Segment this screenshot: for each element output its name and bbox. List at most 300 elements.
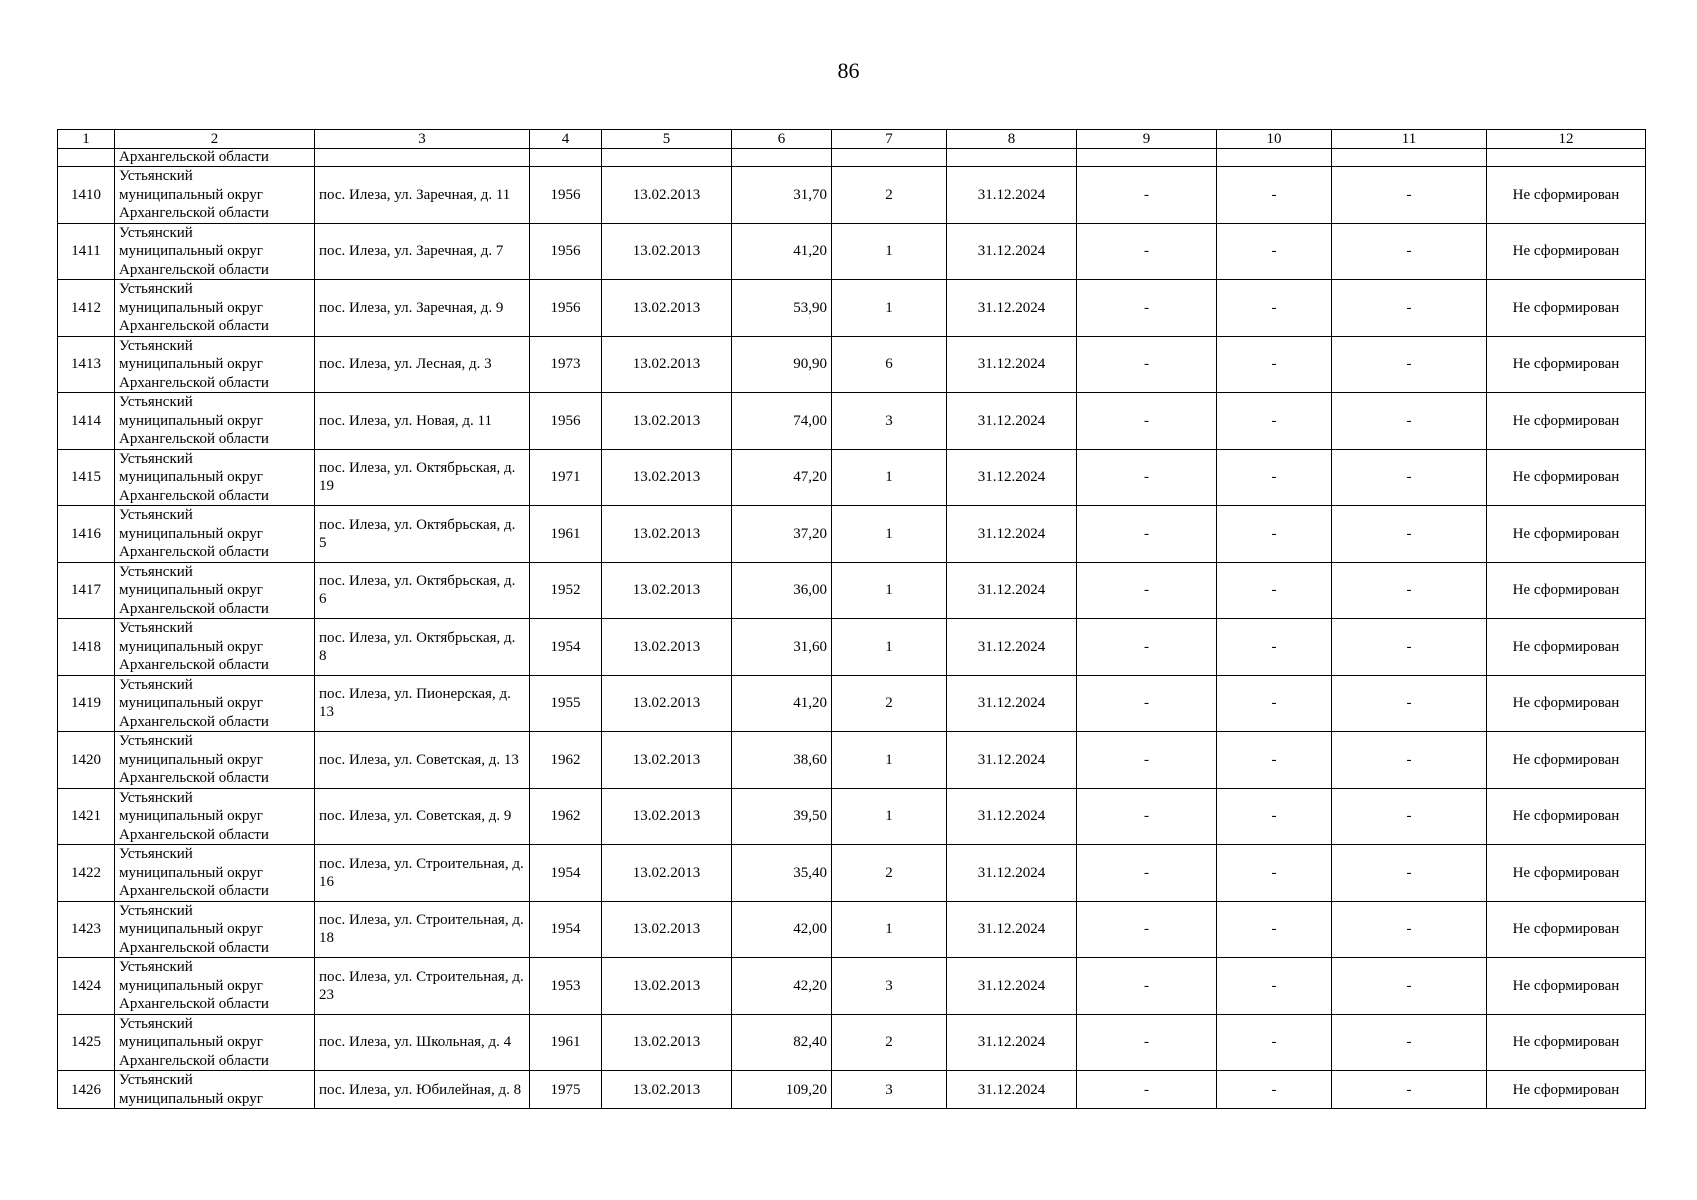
column-number-5: 5 xyxy=(602,130,732,149)
continuation-district-cell: Архангельской области xyxy=(115,149,315,167)
continuation-cell-6 xyxy=(732,149,832,167)
district-line: Архангельской области xyxy=(119,1052,269,1069)
table-row xyxy=(58,845,1646,902)
area-cell: 41,20 xyxy=(732,675,832,732)
year-cell: 1973 xyxy=(530,336,602,393)
column-10-cell: - xyxy=(1217,167,1332,224)
address-cell: пос. Илеза, ул. Заречная, д. 7 xyxy=(315,223,530,280)
row-number-cell: 1410 xyxy=(58,167,115,224)
year-cell: 1962 xyxy=(530,732,602,789)
continuation-cell-1 xyxy=(58,149,115,167)
column-11-cell: - xyxy=(1332,223,1487,280)
status-cell: Не сформирован xyxy=(1487,1071,1646,1109)
count-cell: 6 xyxy=(832,336,947,393)
status-cell: Не сформирован xyxy=(1487,223,1646,280)
date-cell: 13.02.2013 xyxy=(602,732,732,789)
district-line: Архангельской области xyxy=(119,883,269,899)
status-cell: Не сформирован xyxy=(1487,393,1646,450)
address-cell: пос. Илеза, ул. Строительная, д. 16 xyxy=(315,845,530,902)
district-line: муниципальный округ xyxy=(119,864,263,881)
district-cell xyxy=(115,1014,315,1071)
count-cell: 1 xyxy=(832,732,947,789)
column-11-cell: - xyxy=(1332,1014,1487,1071)
row-number-cell: 1412 xyxy=(58,280,115,337)
table-row xyxy=(58,675,1646,732)
column-10-cell: - xyxy=(1217,449,1332,506)
row-number-cell: 1422 xyxy=(58,845,115,902)
row-number-cell: 1426 xyxy=(58,1071,115,1109)
column-10-cell: - xyxy=(1217,619,1332,676)
status-cell: Не сформирован xyxy=(1487,619,1646,676)
year-cell: 1952 xyxy=(530,562,602,619)
status-cell: Не сформирован xyxy=(1487,845,1646,902)
address-cell: пос. Илеза, ул. Заречная, д. 9 xyxy=(315,280,530,337)
count-cell: 3 xyxy=(832,1071,947,1109)
row-number-cell: 1423 xyxy=(58,901,115,958)
district-line: муниципальный округ xyxy=(119,808,263,824)
district-cell xyxy=(115,449,315,506)
table-row xyxy=(58,958,1646,1015)
date-cell: 13.02.2013 xyxy=(602,449,732,506)
count-cell: 2 xyxy=(832,675,947,732)
column-number-8: 8 xyxy=(947,130,1077,149)
district-line: муниципальный округ xyxy=(119,525,263,542)
year-cell: 1961 xyxy=(530,506,602,563)
date-cell: 13.02.2013 xyxy=(602,1014,732,1071)
address-cell: пос. Илеза, ул. Лесная, д. 3 xyxy=(315,336,530,393)
row-number-cell: 1413 xyxy=(58,336,115,393)
address-cell: пос. Илеза, ул. Школьная, д. 4 xyxy=(315,1014,530,1071)
area-cell: 37,20 xyxy=(732,506,832,563)
column-9-cell: - xyxy=(1077,845,1217,902)
column-11-cell: - xyxy=(1332,901,1487,958)
area-cell: 31,60 xyxy=(732,619,832,676)
status-cell: Не сформирован xyxy=(1487,336,1646,393)
address-cell: пос. Илеза, ул. Новая, д. 11 xyxy=(315,393,530,450)
year-cell: 1954 xyxy=(530,619,602,676)
address-cell: пос. Илеза, ул. Советская, д. 13 xyxy=(315,732,530,789)
column-number-7: 7 xyxy=(832,130,947,149)
date-cell: 13.02.2013 xyxy=(602,336,732,393)
district-line: Архангельской области xyxy=(119,487,269,504)
column-number-4: 4 xyxy=(530,130,602,149)
district-cell xyxy=(115,732,315,789)
column-9-cell: - xyxy=(1077,1071,1217,1109)
deadline-cell: 31.12.2024 xyxy=(947,901,1077,958)
year-cell: 1953 xyxy=(530,958,602,1015)
continuation-cell-3 xyxy=(315,149,530,167)
column-number-2: 2 xyxy=(115,130,315,149)
district-line: Архангельской области xyxy=(119,544,269,560)
column-10-cell: - xyxy=(1217,562,1332,619)
count-cell: 1 xyxy=(832,280,947,337)
district-line: муниципальный округ xyxy=(119,582,263,598)
column-9-cell: - xyxy=(1077,675,1217,732)
count-cell: 1 xyxy=(832,449,947,506)
district-line: Устьянский xyxy=(119,281,193,297)
area-cell: 38,60 xyxy=(732,732,832,789)
address-cell: пос. Илеза, ул. Советская, д. 9 xyxy=(315,788,530,845)
district-line: Архангельской области xyxy=(119,657,269,673)
continuation-cell-9 xyxy=(1077,149,1217,167)
column-11-cell: - xyxy=(1332,732,1487,789)
column-9-cell: - xyxy=(1077,1014,1217,1071)
deadline-cell: 31.12.2024 xyxy=(947,562,1077,619)
column-9-cell: - xyxy=(1077,788,1217,845)
column-9-cell: - xyxy=(1077,562,1217,619)
row-number-cell: 1419 xyxy=(58,675,115,732)
area-cell: 36,00 xyxy=(732,562,832,619)
column-11-cell: - xyxy=(1332,280,1487,337)
status-cell: Не сформирован xyxy=(1487,675,1646,732)
year-cell: 1956 xyxy=(530,280,602,337)
deadline-cell: 31.12.2024 xyxy=(947,619,1077,676)
count-cell: 1 xyxy=(832,506,947,563)
district-line: муниципальный округ xyxy=(119,977,263,994)
column-10-cell: - xyxy=(1217,788,1332,845)
deadline-cell: 31.12.2024 xyxy=(947,732,1077,789)
row-number-cell: 1420 xyxy=(58,732,115,789)
table-row xyxy=(58,788,1646,845)
district-line: муниципальный округ xyxy=(119,1034,263,1050)
count-cell: 1 xyxy=(832,901,947,958)
year-cell: 1956 xyxy=(530,223,602,280)
count-cell: 3 xyxy=(832,958,947,1015)
district-line: Устьянский xyxy=(119,733,193,749)
continuation-cell-12 xyxy=(1487,149,1646,167)
year-cell: 1955 xyxy=(530,675,602,732)
address-cell: пос. Илеза, ул. Октябрьская, д. 19 xyxy=(315,449,530,506)
column-10-cell: - xyxy=(1217,1071,1332,1109)
table-row xyxy=(58,1014,1646,1071)
date-cell: 13.02.2013 xyxy=(602,619,732,676)
district-line: Архангельской области xyxy=(119,374,269,391)
column-10-cell: - xyxy=(1217,336,1332,393)
area-cell: 47,20 xyxy=(732,449,832,506)
date-cell: 13.02.2013 xyxy=(602,167,732,224)
deadline-cell: 31.12.2024 xyxy=(947,1071,1077,1109)
count-cell: 1 xyxy=(832,619,947,676)
column-10-cell: - xyxy=(1217,845,1332,902)
status-cell: Не сформирован xyxy=(1487,1014,1646,1071)
district-line: Архангельской области xyxy=(119,261,269,278)
column-9-cell: - xyxy=(1077,506,1217,563)
district-line: Устьянский xyxy=(119,507,193,523)
row-number-cell: 1415 xyxy=(58,449,115,506)
table-row xyxy=(58,223,1646,280)
column-11-cell: - xyxy=(1332,845,1487,902)
count-cell: 2 xyxy=(832,167,947,224)
column-9-cell: - xyxy=(1077,619,1217,676)
column-9-cell: - xyxy=(1077,393,1217,450)
count-cell: 2 xyxy=(832,1014,947,1071)
date-cell: 13.02.2013 xyxy=(602,223,732,280)
date-cell: 13.02.2013 xyxy=(602,280,732,337)
area-cell: 82,40 xyxy=(732,1014,832,1071)
column-11-cell: - xyxy=(1332,675,1487,732)
year-cell: 1954 xyxy=(530,845,602,902)
column-10-cell: - xyxy=(1217,675,1332,732)
status-cell: Не сформирован xyxy=(1487,788,1646,845)
table-row xyxy=(58,1071,1646,1109)
continuation-cell-11 xyxy=(1332,149,1487,167)
district-line: муниципальный округ xyxy=(119,695,263,711)
deadline-cell: 31.12.2024 xyxy=(947,393,1077,450)
district-cell xyxy=(115,675,315,732)
district-line: Архангельской области xyxy=(119,713,269,730)
column-number-header xyxy=(58,130,1646,149)
continuation-cell-4 xyxy=(530,149,602,167)
column-number-1: 1 xyxy=(58,130,115,149)
address-cell: пос. Илеза, ул. Строительная, д. 23 xyxy=(315,958,530,1015)
address-cell: пос. Илеза, ул. Юбилейная, д. 8 xyxy=(315,1071,530,1109)
continuation-cell-7 xyxy=(832,149,947,167)
date-cell: 13.02.2013 xyxy=(602,562,732,619)
continuation-row xyxy=(58,149,1646,167)
status-cell: Не сформирован xyxy=(1487,732,1646,789)
date-cell: 13.02.2013 xyxy=(602,958,732,1015)
area-cell: 39,50 xyxy=(732,788,832,845)
district-cell xyxy=(115,393,315,450)
table-row xyxy=(58,506,1646,563)
column-9-cell: - xyxy=(1077,223,1217,280)
column-10-cell: - xyxy=(1217,280,1332,337)
date-cell: 13.02.2013 xyxy=(602,675,732,732)
date-cell: 13.02.2013 xyxy=(602,845,732,902)
district-cell xyxy=(115,562,315,619)
year-cell: 1954 xyxy=(530,901,602,958)
district-cell xyxy=(115,506,315,563)
deadline-cell: 31.12.2024 xyxy=(947,845,1077,902)
address-cell: пос. Илеза, ул. Октябрьская, д. 8 xyxy=(315,619,530,676)
column-11-cell: - xyxy=(1332,1071,1487,1109)
row-number-cell: 1414 xyxy=(58,393,115,450)
table-row xyxy=(58,562,1646,619)
table-row xyxy=(58,901,1646,958)
district-cell xyxy=(115,788,315,845)
column-number-12: 12 xyxy=(1487,130,1646,149)
column-number-6: 6 xyxy=(732,130,832,149)
column-9-cell: - xyxy=(1077,336,1217,393)
district-line: Архангельской области xyxy=(119,939,269,956)
column-9-cell: - xyxy=(1077,167,1217,224)
address-cell: пос. Илеза, ул. Октябрьская, д. 6 xyxy=(315,562,530,619)
status-cell: Не сформирован xyxy=(1487,167,1646,224)
column-11-cell: - xyxy=(1332,958,1487,1015)
district-line: Архангельской области xyxy=(119,431,269,447)
table-row xyxy=(58,280,1646,337)
district-line: Устьянский xyxy=(119,846,193,862)
column-11-cell: - xyxy=(1332,788,1487,845)
deadline-cell: 31.12.2024 xyxy=(947,788,1077,845)
date-cell: 13.02.2013 xyxy=(602,901,732,958)
district-line: Устьянский xyxy=(119,902,193,919)
district-line: муниципальный округ xyxy=(119,469,263,485)
deadline-cell: 31.12.2024 xyxy=(947,958,1077,1015)
district-line: Устьянский xyxy=(119,224,193,241)
deadline-cell: 31.12.2024 xyxy=(947,1014,1077,1071)
table-row xyxy=(58,167,1646,224)
column-10-cell: - xyxy=(1217,1014,1332,1071)
date-cell: 13.02.2013 xyxy=(602,393,732,450)
year-cell: 1975 xyxy=(530,1071,602,1109)
date-cell: 13.02.2013 xyxy=(602,788,732,845)
column-11-cell: - xyxy=(1332,506,1487,563)
table-row xyxy=(58,449,1646,506)
area-cell: 42,20 xyxy=(732,958,832,1015)
district-cell xyxy=(115,280,315,337)
area-cell: 90,90 xyxy=(732,336,832,393)
district-line: Архангельской области xyxy=(119,205,269,221)
row-number-cell: 1411 xyxy=(58,223,115,280)
column-10-cell: - xyxy=(1217,393,1332,450)
district-line: Архангельской области xyxy=(119,600,269,617)
district-line: муниципальный округ xyxy=(119,299,263,316)
table-row xyxy=(58,619,1646,676)
page-number: 86 xyxy=(837,58,860,83)
status-cell: Не сформирован xyxy=(1487,280,1646,337)
district-cell xyxy=(115,901,315,958)
column-10-cell: - xyxy=(1217,506,1332,563)
status-cell: Не сформирован xyxy=(1487,449,1646,506)
deadline-cell: 31.12.2024 xyxy=(947,280,1077,337)
district-line: муниципальный округ xyxy=(119,356,263,372)
district-line: муниципальный округ xyxy=(119,921,263,937)
count-cell: 1 xyxy=(832,223,947,280)
district-cell xyxy=(115,167,315,224)
district-cell xyxy=(115,845,315,902)
column-11-cell: - xyxy=(1332,336,1487,393)
district-line: Архангельской области xyxy=(119,996,269,1012)
housing-registry-table xyxy=(57,129,1646,1109)
column-number-10: 10 xyxy=(1217,130,1332,149)
district-line: Архангельской области xyxy=(119,826,269,843)
column-10-cell: - xyxy=(1217,732,1332,789)
district-line: Устьянский xyxy=(119,620,193,636)
count-cell: 1 xyxy=(832,788,947,845)
address-cell: пос. Илеза, ул. Пионерская, д. 13 xyxy=(315,675,530,732)
column-10-cell: - xyxy=(1217,958,1332,1015)
deadline-cell: 31.12.2024 xyxy=(947,675,1077,732)
row-number-cell: 1424 xyxy=(58,958,115,1015)
district-line: муниципальный округ xyxy=(119,186,263,203)
year-cell: 1961 xyxy=(530,1014,602,1071)
district-line: Устьянский xyxy=(119,959,193,975)
address-cell: пос. Илеза, ул. Заречная, д. 11 xyxy=(315,167,530,224)
area-cell: 109,20 xyxy=(732,1071,832,1109)
column-9-cell: - xyxy=(1077,280,1217,337)
area-cell: 35,40 xyxy=(732,845,832,902)
column-9-cell: - xyxy=(1077,958,1217,1015)
column-11-cell: - xyxy=(1332,449,1487,506)
district-cell xyxy=(115,619,315,676)
column-number-3: 3 xyxy=(315,130,530,149)
district-line: Устьянский xyxy=(119,450,193,467)
date-cell: 13.02.2013 xyxy=(602,1071,732,1109)
deadline-cell: 31.12.2024 xyxy=(947,167,1077,224)
district-line: Устьянский xyxy=(119,1072,193,1088)
column-11-cell: - xyxy=(1332,619,1487,676)
table-row xyxy=(58,393,1646,450)
deadline-cell: 31.12.2024 xyxy=(947,506,1077,563)
district-line: муниципальный округ xyxy=(119,1090,263,1107)
year-cell: 1956 xyxy=(530,393,602,450)
count-cell: 3 xyxy=(832,393,947,450)
year-cell: 1971 xyxy=(530,449,602,506)
area-cell: 31,70 xyxy=(732,167,832,224)
year-cell: 1962 xyxy=(530,788,602,845)
column-11-cell: - xyxy=(1332,393,1487,450)
district-cell xyxy=(115,223,315,280)
table-row xyxy=(58,732,1646,789)
table-body xyxy=(58,149,1646,1109)
count-cell: 1 xyxy=(832,562,947,619)
continuation-cell-5 xyxy=(602,149,732,167)
district-cell xyxy=(115,958,315,1015)
column-9-cell: - xyxy=(1077,732,1217,789)
district-line: Устьянский xyxy=(119,676,193,693)
address-cell: пос. Илеза, ул. Октябрьская, д. 5 xyxy=(315,506,530,563)
deadline-cell: 31.12.2024 xyxy=(947,223,1077,280)
status-cell: Не сформирован xyxy=(1487,562,1646,619)
status-cell: Не сформирован xyxy=(1487,958,1646,1015)
column-10-cell: - xyxy=(1217,901,1332,958)
continuation-cell-8 xyxy=(947,149,1077,167)
area-cell: 74,00 xyxy=(732,393,832,450)
column-number-9: 9 xyxy=(1077,130,1217,149)
column-10-cell: - xyxy=(1217,223,1332,280)
deadline-cell: 31.12.2024 xyxy=(947,449,1077,506)
district-line: муниципальный округ xyxy=(119,243,263,259)
district-line: Устьянский xyxy=(119,394,193,410)
district-line: муниципальный округ xyxy=(119,638,263,655)
table-row xyxy=(58,336,1646,393)
area-cell: 53,90 xyxy=(732,280,832,337)
district-cell xyxy=(115,1071,315,1109)
district-line: Устьянский xyxy=(119,1015,193,1032)
row-number-cell: 1421 xyxy=(58,788,115,845)
column-11-cell: - xyxy=(1332,562,1487,619)
deadline-cell: 31.12.2024 xyxy=(947,336,1077,393)
header-row xyxy=(58,130,1646,149)
district-line: Устьянский xyxy=(119,563,193,580)
column-9-cell: - xyxy=(1077,449,1217,506)
district-line: Устьянский xyxy=(119,337,193,354)
column-11-cell: - xyxy=(1332,167,1487,224)
continuation-cell-10 xyxy=(1217,149,1332,167)
column-number-11: 11 xyxy=(1332,130,1487,149)
address-cell: пос. Илеза, ул. Строительная, д. 18 xyxy=(315,901,530,958)
district-line: муниципальный округ xyxy=(119,412,263,429)
year-cell: 1956 xyxy=(530,167,602,224)
district-line: муниципальный округ xyxy=(119,751,263,768)
district-line: Устьянский xyxy=(119,789,193,806)
count-cell: 2 xyxy=(832,845,947,902)
district-line: Архангельской области xyxy=(119,770,269,786)
row-number-cell: 1417 xyxy=(58,562,115,619)
area-cell: 42,00 xyxy=(732,901,832,958)
status-cell: Не сформирован xyxy=(1487,901,1646,958)
row-number-cell: 1416 xyxy=(58,506,115,563)
district-line: Устьянский xyxy=(119,168,193,184)
row-number-cell: 1418 xyxy=(58,619,115,676)
district-line: Архангельской области xyxy=(119,318,269,334)
row-number-cell: 1425 xyxy=(58,1014,115,1071)
area-cell: 41,20 xyxy=(732,223,832,280)
district-cell xyxy=(115,336,315,393)
column-9-cell: - xyxy=(1077,901,1217,958)
date-cell: 13.02.2013 xyxy=(602,506,732,563)
